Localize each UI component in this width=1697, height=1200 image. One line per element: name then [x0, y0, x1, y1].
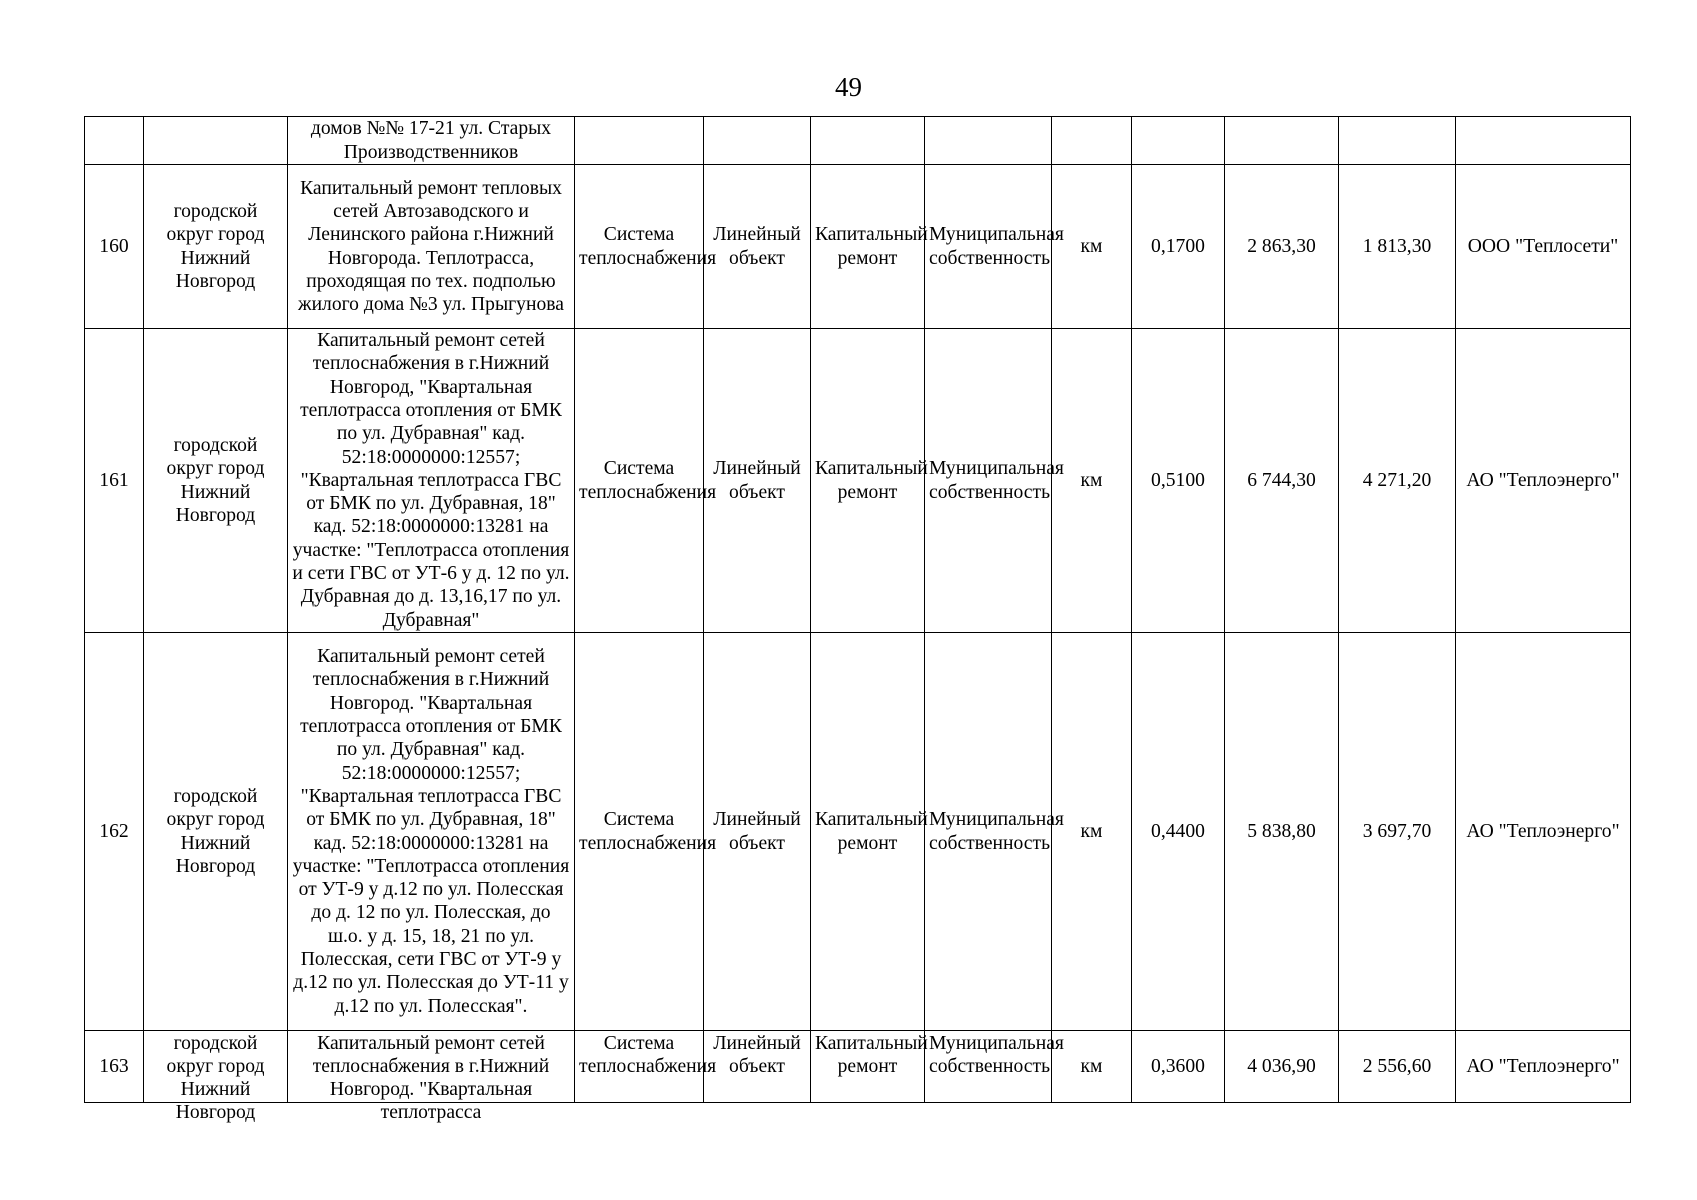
projects-table — [84, 116, 1631, 1124]
system-cell — [575, 1031, 717, 1103]
organization-cell: АО "Теплоэнерго" — [1456, 329, 1631, 633]
description-cell: Капитальный ремонт тепловых сетей Автозаводского и Ленинского района г.Нижний Новгорода. Теплотрасса, проходящая по тех. подполью жилого дома №3 ул. Прыгунова — [288, 165, 575, 329]
object-type-cell — [704, 117, 811, 165]
unit-cell: км — [1052, 1031, 1132, 1103]
area-cell — [144, 1031, 288, 1124]
work-type-text: Капитальный ремонт — [815, 1032, 928, 1077]
quantity-cell: 0,4400 — [1132, 633, 1225, 1031]
table-row — [85, 165, 1631, 329]
table-row — [85, 117, 1631, 165]
ownership-cell — [925, 1031, 1064, 1103]
work-type-cell: Капитальный ремонт — [811, 165, 925, 329]
cost-total-cell: 5 838,80 — [1225, 633, 1339, 1031]
cost-total-cell: 2 863,30 — [1225, 165, 1339, 329]
unit-cell: км — [1052, 633, 1132, 1031]
description-cell: Капитальный ремонт сетей теплоснабжения в г.Нижний Новгород, "Квартальная теплотрасса отопления от БМК по ул. Дубравная" кад. 52:18:0000000:12557; "Квартальная теплотрасса ГВС от БМК по ул. Дубравная, 18" кад. 52:18:0000000:13281 на участке: "Теплотрасса отопления и сети ГВС от УТ-6 у д. 12 по ул. Дубравная до д. 13,16,17 по ул. Дубравная" — [288, 329, 575, 633]
page-number: 49 — [835, 72, 862, 102]
object-type-cell: Линейный объект — [704, 165, 811, 329]
row-number-cell: 162 — [85, 633, 144, 1031]
ownership-cell — [925, 117, 1052, 165]
quantity-cell: 0,3600 — [1132, 1031, 1225, 1103]
quantity-cell: 0,5100 — [1132, 329, 1225, 633]
area-cell: городской округ город Нижний Новгород — [144, 329, 288, 633]
description-text: Капитальный ремонт сетей теплоснабжения в г.Нижний Новгород. "Квартальная теплотрасса — [312, 1032, 550, 1124]
object-type-cell — [704, 1031, 811, 1103]
row-number-cell: 163 — [85, 1031, 144, 1103]
system-cell: Система теплоснабжения — [575, 165, 704, 329]
ownership-cell: Муниципальная собственность — [925, 329, 1052, 633]
description-cell: домов №№ 17-21 ул. Старых Производственников — [288, 117, 575, 165]
area-text: городской округ город Нижний Новгород — [166, 1032, 265, 1124]
organization-cell — [1456, 117, 1631, 165]
area-cell: городской округ город Нижний Новгород — [144, 633, 288, 1031]
row-number-cell — [85, 117, 144, 165]
organization-cell: АО "Теплоэнерго" — [1456, 633, 1631, 1031]
ownership-cell: Муниципальная собственность — [925, 165, 1052, 329]
work-type-cell: Капитальный ремонт — [811, 329, 925, 633]
cost-part-cell: 1 813,30 — [1339, 165, 1456, 329]
work-type-cell — [811, 117, 925, 165]
object-type-cell: Линейный объект — [704, 633, 811, 1031]
description-cell — [288, 1031, 575, 1124]
object-type-cell: Линейный объект — [704, 329, 811, 633]
ownership-cell: Муниципальная собственность — [925, 633, 1052, 1031]
row-number-cell: 160 — [85, 165, 144, 329]
object-type-text: Линейный объект — [713, 1032, 801, 1077]
description-cell: Капитальный ремонт сетей теплоснабжения в г.Нижний Новгород. "Квартальная теплотрасса отопления от БМК по ул. Дубравная" кад. 52:18:0000000:12557; "Квартальная теплотрасса ГВС от БМК по ул. Дубравная, 18" кад. 52:18:0000000:13281 на участке: "Теплотрасса отопления от УТ-9 у д.12 по ул. Полесская до д. 12 по ул. Полесская, до ш.о. у д. 15, 18, 21 по ул. Полесская, сети ГВС от УТ-9 у д.12 по ул. Полесская до УТ-11 у д.12 по ул. Полесская". — [288, 633, 575, 1031]
system-text: Система теплоснабжения — [579, 1032, 717, 1077]
work-type-cell — [811, 1031, 928, 1103]
cost-total-cell — [1225, 117, 1339, 165]
system-cell: Система теплоснабжения — [575, 633, 704, 1031]
work-type-cell: Капитальный ремонт — [811, 633, 925, 1031]
cost-part-cell: 3 697,70 — [1339, 633, 1456, 1031]
unit-cell: км — [1052, 165, 1132, 329]
cost-part-cell — [1339, 117, 1456, 165]
organization-cell: АО "Теплоэнерго" — [1456, 1031, 1631, 1103]
cost-part-cell: 2 556,60 — [1339, 1031, 1456, 1103]
row-number-cell: 161 — [85, 329, 144, 633]
quantity-cell — [1132, 117, 1225, 165]
table-row — [85, 1031, 1631, 1103]
table-row — [85, 329, 1631, 633]
unit-cell — [1052, 117, 1132, 165]
ownership-text: Муниципальная собственность — [929, 1032, 1064, 1077]
area-cell — [144, 117, 288, 165]
quantity-cell: 0,1700 — [1132, 165, 1225, 329]
cost-part-cell: 4 271,20 — [1339, 329, 1456, 633]
organization-cell: ООО "Теплосети" — [1456, 165, 1631, 329]
cost-total-cell: 4 036,90 — [1225, 1031, 1339, 1103]
cost-total-cell: 6 744,30 — [1225, 329, 1339, 633]
area-cell: городской округ город Нижний Новгород — [144, 165, 288, 329]
system-cell: Система теплоснабжения — [575, 329, 704, 633]
table-row — [85, 633, 1631, 1031]
unit-cell: км — [1052, 329, 1132, 633]
system-cell — [575, 117, 704, 165]
